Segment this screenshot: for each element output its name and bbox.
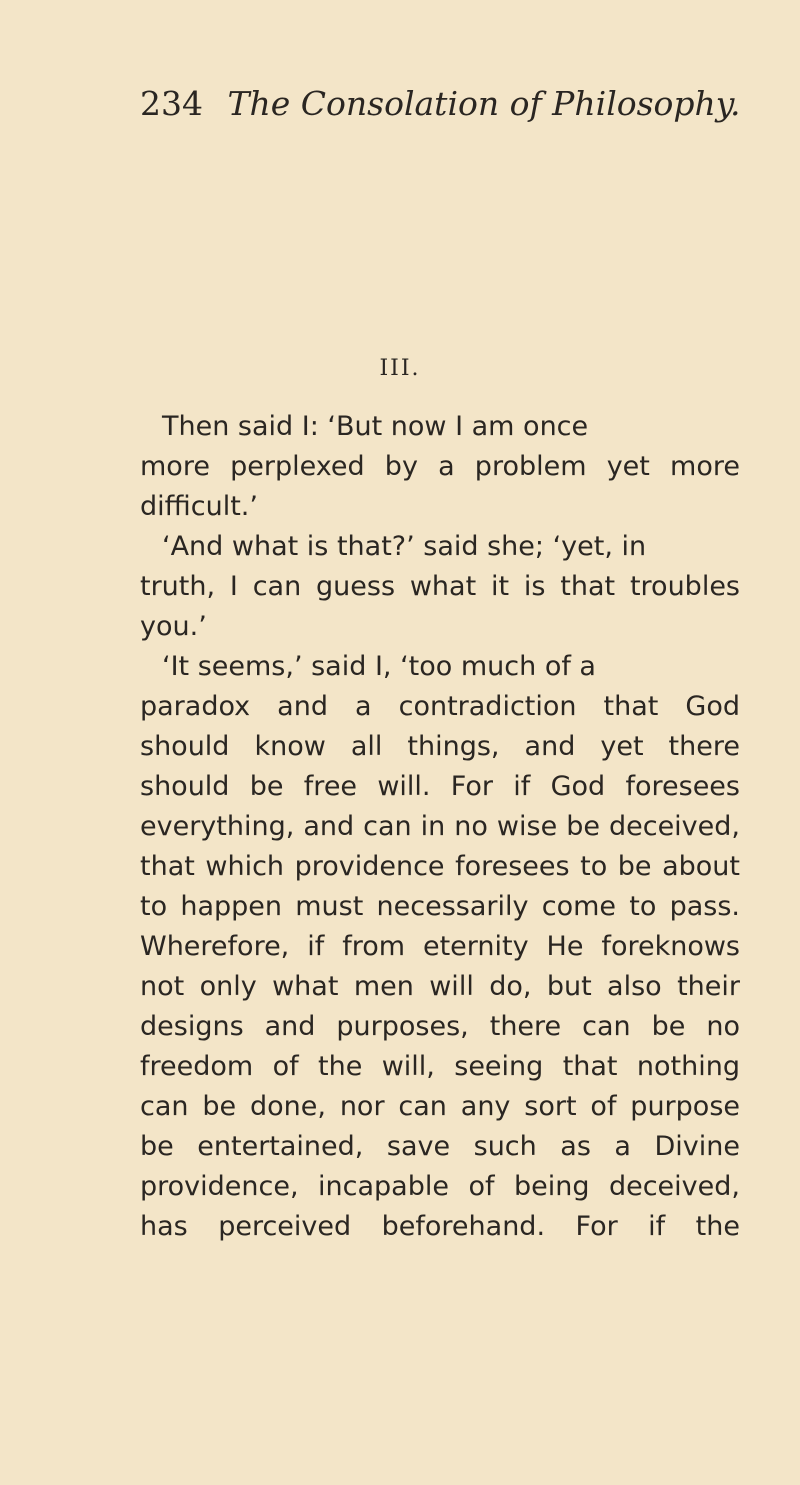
text-line: should know all things, and yet there [140,731,740,762]
text-line: ‘It seems,’ said I, ‘too much of a [162,651,596,682]
text-line: Then said I: ‘But now I am once [162,411,589,442]
body-text [140,407,740,1247]
text-line: providence, incapable of being deceived, [140,1171,740,1202]
text-line: not only what men will do, but also their [140,971,740,1002]
text-line: to happen must necessarily come to pass. [140,891,740,922]
text-line: more perplexed by a problem yet more [140,451,740,482]
text-line: that which providence foresees to be about [140,851,740,882]
text-line: can be done, nor can any sort of purpose [140,1091,740,1122]
section-numeral: III. [379,356,421,381]
text-line: should be free will. For if God foresees [140,771,740,802]
text-line: Wherefore, if from eternity He foreknows [140,931,740,962]
text-line: has perceived beforehand. For if the [140,1211,740,1242]
page-number: 234 [140,84,203,123]
running-title: The Consolation of Philosophy. [227,84,741,123]
text-line: you.’ [140,611,207,642]
text-line: ‘And what is that?’ said she; ‘yet, in [162,531,647,562]
running-head [140,82,740,126]
text-line: freedom of the will, seeing that nothing [140,1051,740,1082]
text-line: be entertained, save such as a Divine [140,1131,740,1162]
text-line: truth, I can guess what it is that troubles [140,571,740,602]
text-line: difficult.’ [140,491,258,522]
text-line: everything, and can in no wise be deceived, [140,811,740,842]
text-line: designs and purposes, there can be no [140,1011,740,1042]
text-line: paradox and a contradiction that God [140,691,740,722]
